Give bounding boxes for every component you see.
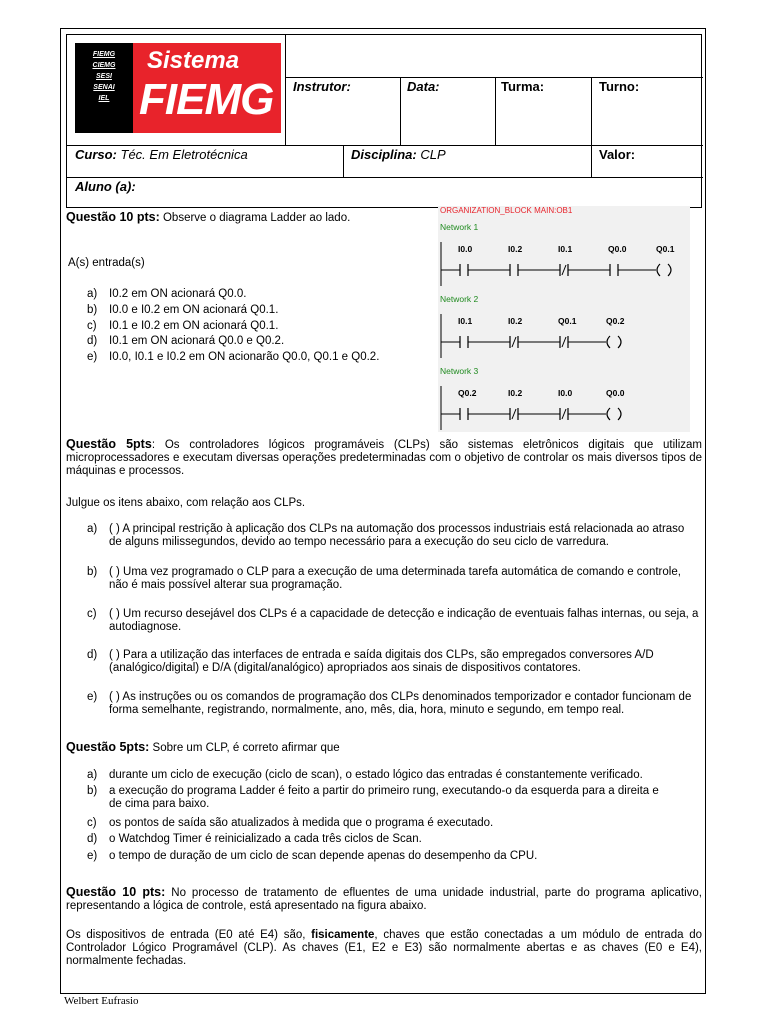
question-2-sub: Julgue os itens abaixo, com relação aos CLPs.: [66, 497, 306, 509]
contact-label: Q0.1: [558, 316, 577, 326]
option-marker: c): [87, 320, 97, 332]
question-4-paragraph-2: [66, 929, 702, 968]
network-label: Network 3: [440, 366, 479, 376]
nc-contact-slash: [512, 409, 516, 419]
coil-label: Q0.1: [656, 244, 675, 254]
option-text: durante um ciclo de execução (ciclo de scan), o estado lógico das entradas é constantemente verificado.: [109, 769, 643, 781]
option-text: o Watchdog Timer é reinicializado a cada três ciclos de Scan.: [109, 833, 422, 845]
logo-senai-text: SENAI: [93, 84, 115, 91]
disciplina-field: [351, 147, 446, 162]
contact-label: Q0.0: [608, 244, 627, 254]
coil-left-arc: [607, 408, 610, 420]
logo-sesi-text: SESI: [96, 73, 112, 80]
option-text: I0.2 em ON acionará Q0.0.: [109, 288, 247, 300]
coil-label: Q0.2: [606, 316, 625, 326]
question-1-header: [66, 211, 350, 225]
question-4-text: No processo de tratamento de efluentes de uma unidade industrial, parte do programa aplicativo, representando a lógica de controle, está apresentado na figura abaixo.: [66, 887, 702, 912]
question-3-text: Sobre um CLP, é correto afirmar que: [149, 742, 340, 754]
logo-fiemg-text: FIEMG: [92, 51, 116, 58]
option-text: ( ) As instruções ou os comandos de programação dos CLPs denominados temporizador e contador funcionam de forma semelhante, registrando, normalmente, ano, mês, dia, hora, minuto e segundo, em tempo real.: [109, 691, 692, 716]
data-label: Data:: [407, 79, 440, 94]
contact-label: I0.0: [558, 388, 573, 398]
option-marker: c): [87, 817, 97, 829]
logo-institutions-block: [75, 43, 133, 133]
option-marker: b): [87, 785, 98, 797]
nc-contact-slash: [512, 337, 516, 347]
coil-label: Q0.0: [606, 388, 625, 398]
logo-iel-text: IEL: [98, 95, 110, 102]
turma-label: Turma:: [501, 79, 545, 94]
fiemg-logo: [75, 43, 281, 133]
ladder-diagram: [438, 206, 690, 432]
question-4-title: Questão 10 pts:: [66, 885, 166, 899]
coil-right-arc: [668, 264, 671, 276]
option-marker: c): [87, 608, 97, 620]
option-marker: d): [87, 833, 98, 845]
option-text: ( ) Uma vez programado o CLP para a execução de uma determinada tarefa automática de comando e controle, não é mais possível alterar sua programação.: [109, 566, 681, 591]
curso-label: Curso:: [75, 147, 117, 162]
option-text: ( ) Um recurso desejável dos CLPs é a capacidade de detecção e indicação de eventuais falhas internas, ou seja, a autodiagnose.: [109, 608, 699, 633]
turno-label: Turno:: [599, 79, 640, 94]
option-text: os pontos de saída são atualizados à medida que o programa é executado.: [109, 817, 494, 829]
option-text: I0.1 em ON acionará Q0.0 e Q0.2.: [109, 335, 285, 347]
contact-label: I0.1: [558, 244, 573, 254]
option-marker: b): [87, 566, 98, 578]
curso-value: Téc. Em Eletrotécnica: [120, 147, 248, 162]
option-text: I0.0, I0.1 e I0.2 em ON acionarão Q0.0, Q0.1 e Q0.2.: [109, 351, 380, 363]
option-marker: d): [87, 335, 98, 347]
disciplina-value: CLP: [420, 147, 446, 162]
option-text: I0.0 e I0.2 em ON acionará Q0.1.: [109, 304, 279, 316]
contact-label: I0.0: [458, 244, 473, 254]
disciplina-label: Disciplina:: [351, 147, 417, 162]
contact-label: I0.1: [458, 316, 473, 326]
contact-label: Q0.2: [458, 388, 477, 398]
ladder-svg: [438, 206, 690, 432]
nc-contact-slash: [562, 265, 566, 275]
option-marker: b): [87, 304, 98, 316]
question-4-paragraph: [66, 886, 702, 913]
network-label: Network 2: [440, 294, 479, 304]
option-marker: e): [87, 850, 98, 862]
question-2-title: Questão 5pts: [66, 437, 152, 451]
option-marker: a): [87, 523, 98, 535]
contact-label: I0.2: [508, 316, 523, 326]
logo-ciemg-text: CIEMG: [92, 62, 116, 69]
curso-field: [75, 147, 248, 162]
question-2-paragraph: [66, 438, 702, 478]
option-text: a execução do programa Ladder é feito a partir do primeiro rung, executando-o da esquerda para a direita e de cima para baixo.: [109, 785, 659, 810]
footer-author: Welbert Eufrasio: [64, 995, 139, 1007]
option-marker: d): [87, 649, 98, 661]
contact-label: I0.2: [508, 244, 523, 254]
aluno-label: Aluno (a):: [75, 179, 136, 194]
option-text: ( ) A principal restrição à aplicação dos CLPs na automação dos processos industriais está relacionada ao atraso de alguns milissegundos, devido ao tempo necessário para a execução do seu ciclo de varredura.: [109, 523, 685, 548]
option-text: ( ) Para a utilização das interfaces de entrada e saída digitais dos CLPs, são empregados conversores A/D (analógico/digital) e D/A (digital/analógico) apropriados aos sinais de dispositivos contatores.: [109, 649, 654, 674]
coil-left-arc: [607, 336, 610, 348]
question-3-title: Questão 5pts:: [66, 740, 150, 754]
question-4-p2-end: , chaves que estão conectadas a um módulo de entrada do Controlador Lógico Programável (CLP). As chaves (E1, E2 e E3) são normalmente abertas e as chaves (E0 e E4), normalmente fechadas.: [66, 929, 702, 967]
nc-contact-slash: [562, 337, 566, 347]
question-4-p2-bold: fisicamente: [311, 929, 375, 941]
option-marker: a): [87, 769, 98, 781]
question-1-title: Questão 10 pts:: [66, 210, 160, 224]
logo-sistema-text: Sistema: [147, 47, 240, 74]
option-text: I0.1 e I0.2 em ON acionará Q0.1.: [109, 320, 279, 332]
question-4-p2-start: Os dispositivos de entrada (E0 até E4) são,: [66, 929, 312, 941]
header-table: [66, 34, 702, 208]
option-marker: e): [87, 351, 98, 363]
logo-sistema-fiemg-block: [133, 43, 281, 133]
option-text: o tempo de duração de um ciclo de scan depende apenas do desempenho da CPU.: [109, 850, 538, 862]
question-3-header: [66, 741, 340, 755]
question-2-text: : Os controladores lógicos programáveis (CLPs) são sistemas eletrônicos digitais que utilizam microprocessadores e executam diversas operações predeterminadas com o objetivo de controlar os mais diversos tipos de máquinas e processos.: [66, 439, 703, 477]
coil-right-arc: [618, 336, 621, 348]
nc-contact-slash: [562, 409, 566, 419]
option-marker: a): [87, 288, 98, 300]
coil-right-arc: [618, 408, 621, 420]
question-1-sub: A(s) entrada(s): [68, 257, 145, 269]
network-label: Network 1: [440, 222, 479, 232]
question-1-text: Observe o diagrama Ladder ao lado.: [159, 212, 351, 224]
ladder-title: ORGANIZATION_BLOCK MAIN:OB1: [440, 206, 573, 215]
option-marker: e): [87, 691, 98, 703]
coil-left-arc: [657, 264, 660, 276]
contact-label: I0.2: [508, 388, 523, 398]
instrutor-label: Instrutor:: [293, 79, 351, 94]
logo-fiemg-big-text: FIEMG: [139, 75, 274, 124]
valor-label: Valor:: [599, 147, 636, 162]
